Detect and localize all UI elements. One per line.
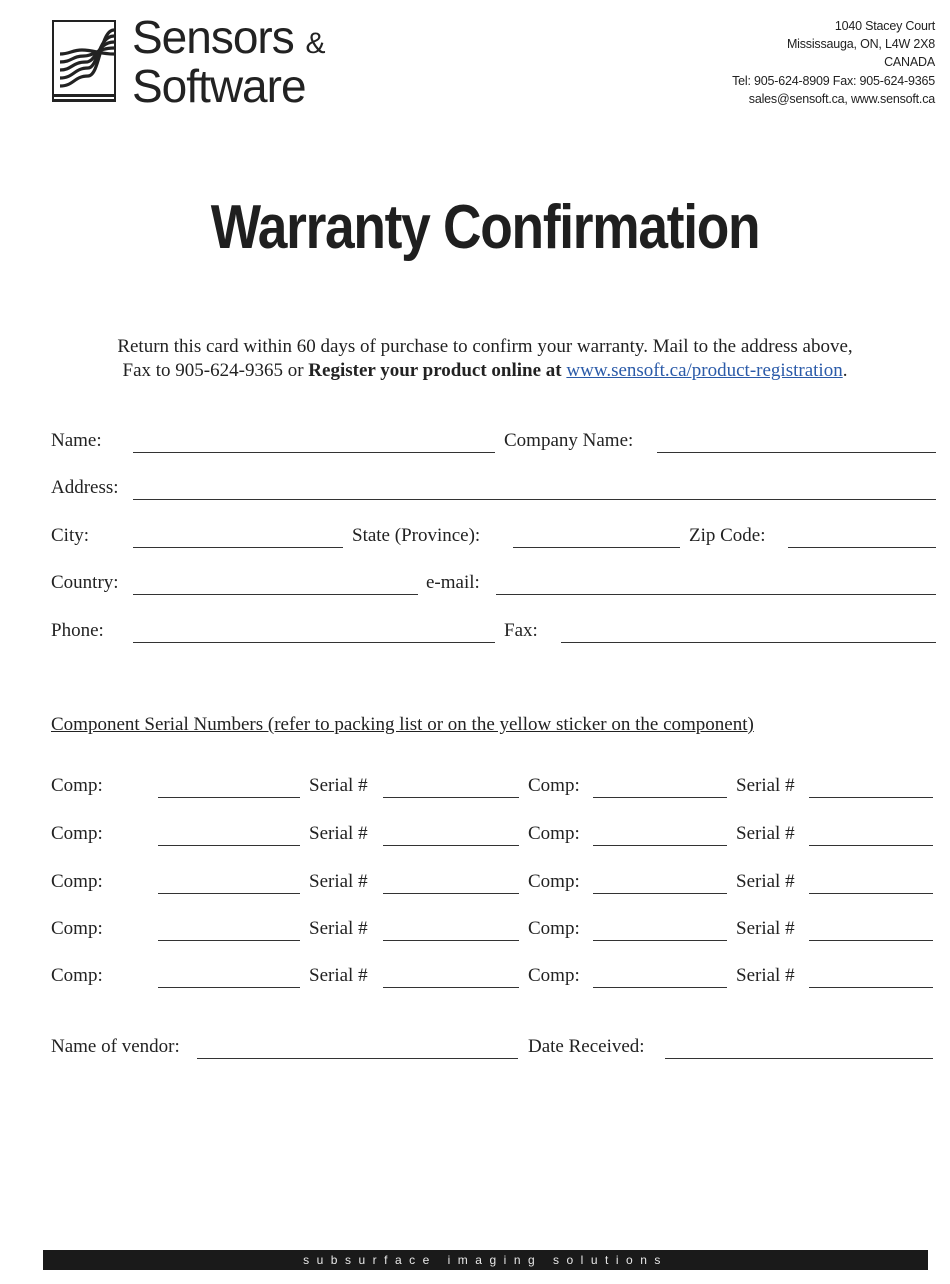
serial-label: Serial #	[309, 965, 368, 986]
serial-field[interactable]	[809, 797, 933, 798]
country-label: Country:	[51, 572, 119, 593]
comp-label: Comp:	[51, 775, 103, 796]
serial-field[interactable]	[809, 893, 933, 894]
address-web: sales@sensoft.ca, www.sensoft.ca	[748, 91, 935, 106]
comp-field[interactable]	[158, 797, 300, 798]
phone-field[interactable]	[133, 642, 495, 643]
serial-field[interactable]	[383, 845, 519, 846]
company-address	[732, 17, 935, 108]
comp-label: Comp:	[51, 871, 103, 892]
state-label: State (Province):	[352, 525, 481, 546]
address-phone-fax: Tel: 905-624-8909 Fax: 905-624-9365	[732, 73, 935, 88]
fax-label: Fax:	[504, 620, 538, 641]
date-received-field[interactable]	[665, 1058, 933, 1059]
company-field[interactable]	[657, 452, 936, 453]
serial-field[interactable]	[809, 845, 933, 846]
comp-field[interactable]	[158, 845, 300, 846]
comp-field[interactable]	[593, 797, 727, 798]
address-city: Mississauga, ON, L4W 2X8	[786, 37, 935, 52]
serial-numbers-heading: Component Serial Numbers (refer to packing list or on the yellow sticker on the component)	[51, 714, 754, 735]
serial-field[interactable]	[809, 987, 933, 988]
comp-label: Comp:	[528, 965, 580, 986]
comp-label: Comp:	[51, 918, 103, 939]
city-field[interactable]	[133, 547, 343, 548]
comp-field[interactable]	[593, 845, 727, 846]
name-label: Name:	[51, 430, 102, 451]
address-country: CANADA	[884, 55, 935, 70]
serial-field[interactable]	[383, 797, 519, 798]
serial-label: Serial #	[736, 775, 795, 796]
serial-label: Serial #	[309, 775, 368, 796]
page-title: Warranty Confirmation	[210, 193, 760, 262]
comp-label: Comp:	[528, 871, 580, 892]
serial-label: Serial #	[736, 918, 795, 939]
vendor-field[interactable]	[197, 1058, 518, 1059]
address-label: Address:	[51, 477, 119, 498]
email-field[interactable]	[496, 594, 936, 595]
logo-wordmark: Sensors & Software	[132, 11, 326, 112]
fax-field[interactable]	[561, 642, 936, 643]
vendor-label: Name of vendor:	[51, 1036, 180, 1057]
comp-label: Comp:	[51, 965, 103, 986]
comp-field[interactable]	[158, 940, 300, 941]
email-label: e-mail:	[426, 572, 480, 593]
zip-label: Zip Code:	[689, 525, 766, 546]
comp-field[interactable]	[158, 893, 300, 894]
footer-bar	[43, 1250, 928, 1270]
zip-field[interactable]	[788, 547, 936, 548]
address-street: 1040 Stacey Court	[834, 19, 935, 33]
city-label: City:	[51, 525, 90, 546]
phone-label: Phone:	[51, 620, 104, 641]
intro-text: Return this card within 60 days of purchase to confirm your warranty. Mail to the address above, Fax to 905-624-9365 or Register your product online at www.sensoft.ca/product-registration.	[117, 336, 853, 381]
address-field[interactable]	[133, 499, 936, 500]
company-label: Company Name:	[504, 430, 634, 451]
comp-field[interactable]	[158, 987, 300, 988]
serial-label: Serial #	[736, 823, 795, 844]
serial-label: Serial #	[736, 965, 795, 986]
name-field[interactable]	[133, 452, 495, 453]
comp-field[interactable]	[593, 987, 727, 988]
footer-tagline: subsurface imaging solutions	[303, 1253, 668, 1267]
serial-label: Serial #	[309, 918, 368, 939]
serial-label: Serial #	[309, 823, 368, 844]
country-field[interactable]	[133, 594, 418, 595]
serial-label: Serial #	[309, 871, 368, 892]
registration-link[interactable]: www.sensoft.ca/product-registration	[566, 360, 843, 381]
date-received-label: Date Received:	[528, 1036, 645, 1057]
serial-field[interactable]	[383, 893, 519, 894]
comp-label: Comp:	[528, 775, 580, 796]
serial-label: Serial #	[736, 871, 795, 892]
state-field[interactable]	[513, 547, 680, 548]
comp-label: Comp:	[528, 918, 580, 939]
serial-field[interactable]	[383, 940, 519, 941]
comp-field[interactable]	[593, 893, 727, 894]
comp-label: Comp:	[51, 823, 103, 844]
comp-field[interactable]	[593, 940, 727, 941]
serial-field[interactable]	[383, 987, 519, 988]
serial-field[interactable]	[809, 940, 933, 941]
logo-icon	[52, 20, 116, 102]
comp-label: Comp:	[528, 823, 580, 844]
